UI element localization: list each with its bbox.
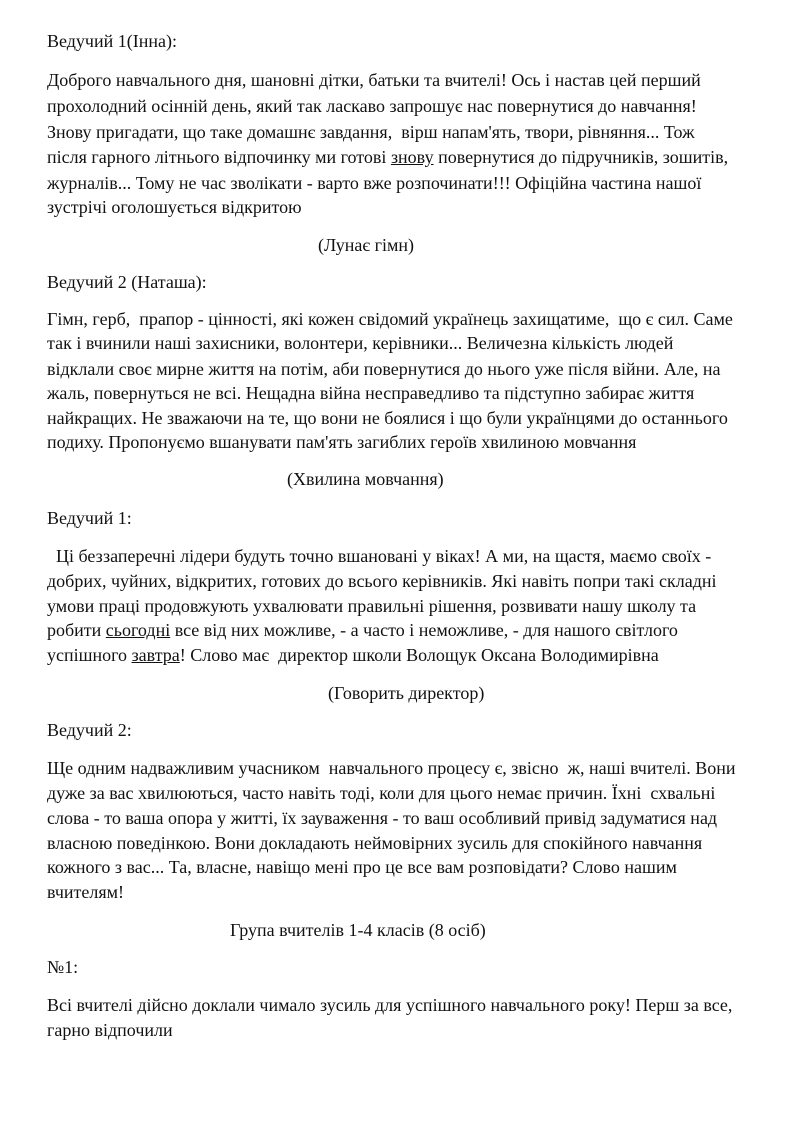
paragraph-line: власною поведінкою. Вони докладають неймовірних зусиль для спокійного навчання xyxy=(47,833,703,853)
text-run: ! Слово має директор школи Волощук Оксана Володимирівна xyxy=(179,645,659,665)
speaker-label: Ведучий 2 (Наташа): xyxy=(47,272,207,292)
text-run: успішного xyxy=(47,645,132,665)
paragraph-line: Доброго навчального дня, шановні дітки, батьки та вчителі! Ось і настав цей перший xyxy=(47,70,701,90)
paragraph-line: Всі вчителі дійсно доклали чимало зусиль для успішного навчального року! Перш за все, xyxy=(47,995,733,1015)
paragraph-line: відклали своє мирне життя на потім, аби повернутися до нього уже після війни. Але, на xyxy=(47,359,721,379)
paragraph-line: так і вчинили наші захисники, волонтери, керівники... Величезна кількість людей xyxy=(47,333,674,353)
paragraph-line: Знову пригадати, що таке домашнє завдання, вірш напам'ять, твори, рівняння... Тож xyxy=(47,122,695,142)
paragraph-line: вчителям! xyxy=(47,882,125,902)
paragraph-line xyxy=(47,618,678,642)
paragraph-line: слова - то ваша опора у житті, їх зауваження - то ваш особливий привід задуматися над xyxy=(47,808,718,828)
stage-direction: (Хвилина мовчання) xyxy=(287,469,444,489)
stage-direction: Група вчителів 1-4 класів (8 осіб) xyxy=(230,920,486,940)
paragraph-line xyxy=(47,643,659,667)
paragraph-line: Ці беззаперечні лідери будуть точно вшановані у віках! А ми, на щастя, маємо своїх - xyxy=(47,546,712,566)
paragraph-line: умови праці продовжують ухвалювати правильні рішення, розвивати нашу школу та xyxy=(47,596,697,616)
text-run: робити xyxy=(47,620,106,640)
speaker-label: Ведучий 1: xyxy=(47,508,132,528)
text-run: після гарного літнього відпочинку ми готові xyxy=(47,147,391,167)
paragraph-line: добрих, чуйних, відкритих, готових до всього керівників. Які навіть попри такі складні xyxy=(47,571,717,591)
underlined-word: сьогодні xyxy=(105,620,171,640)
paragraph-line: найкращих. Не зважаючи на те, що вони не боялися і що були українцями до останнього xyxy=(47,408,728,428)
stage-direction: (Лунає гімн) xyxy=(318,235,415,255)
underlined-word: знову xyxy=(390,147,434,167)
paragraph-line: гарно відпочили xyxy=(47,1020,173,1040)
underlined-word: завтра xyxy=(131,645,180,665)
speaker-label: №1: xyxy=(47,957,79,977)
paragraph-line: жаль, повернуться не всі. Нещадна війна несправедливо та підступно забирає життя xyxy=(47,383,695,403)
speaker-label: Ведучий 2: xyxy=(47,720,132,740)
paragraph-line: Ще одним надважливим учасником навчального процесу є, звісно ж, наші вчителі. Вони xyxy=(47,758,736,778)
paragraph-line: кожного з вас... Та, власне, навіщо мені про це все вам розповідати? Слово нашим xyxy=(47,857,677,877)
text-run: повернутися до підручників, зошитів, xyxy=(433,147,729,167)
speaker-label: Ведучий 1(Інна): xyxy=(47,31,177,51)
stage-direction: (Говорить директор) xyxy=(328,683,485,703)
paragraph-line: зустрічі оголошується відкритою xyxy=(47,197,302,217)
paragraph-line: журналів... Тому не час зволікати - варто вже розпочинати!!! Офіційна частина нашої xyxy=(47,173,702,193)
paragraph-line xyxy=(47,145,728,169)
paragraph-line: дуже за вас хвилюються, часто навіть тоді, коли для цього немає причин. Їхні схвальні xyxy=(47,783,716,803)
text-run: все від них можливе, - а часто і неможливе, - для нашого світлого xyxy=(170,620,678,640)
paragraph-line: прохолодний осінній день, який так ласкаво запрошує нас повернутися до навчання! xyxy=(47,96,697,116)
paragraph-line: подиху. Пропонуємо вшанувати пам'ять загиблих героїв хвилиною мовчання xyxy=(47,432,637,452)
paragraph-line: Гімн, герб, прапор - цінності, які кожен свідомий українець захищатиме, що є сил. Саме xyxy=(47,309,733,329)
